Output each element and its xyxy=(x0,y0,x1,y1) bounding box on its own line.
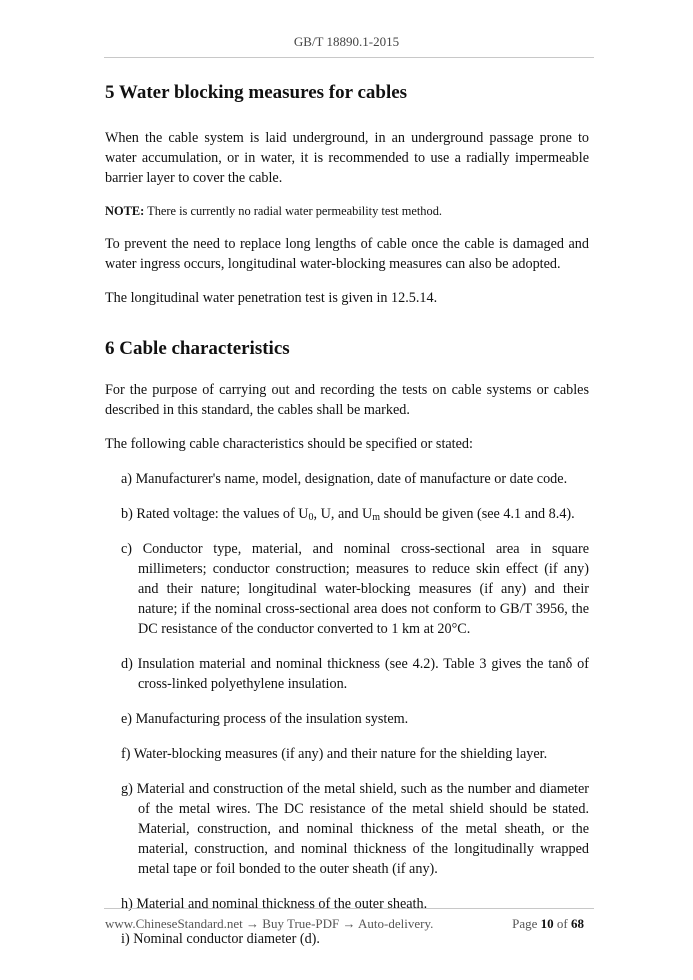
list-item-b-text-2: , U, and U xyxy=(313,506,373,522)
footer-link[interactable]: www.ChineseStandard.net → Buy True-PDF → Auto-delivery. xyxy=(105,916,434,931)
total-pages: 68 xyxy=(571,916,584,931)
section-5-paragraph-2: To prevent the need to replace long lengths of cable once the cable is damaged and water ingress occurs, longitudinal water-blocking measures can also be adopted. xyxy=(105,236,589,272)
u0-subscript: 0 xyxy=(308,512,314,523)
note xyxy=(105,202,589,220)
list-item-b xyxy=(121,504,589,524)
list-item-b-text-1: b) Rated voltage: the values of U xyxy=(121,506,309,522)
section-6-paragraph-2: The following cable characteristics should be specified or stated: xyxy=(105,436,473,452)
page-label: Page xyxy=(512,916,538,931)
note-text: There is currently no radial water permeability test method. xyxy=(144,204,442,218)
list-item-e: e) Manufacturing process of the insulation system. xyxy=(121,711,409,727)
um-subscript: m xyxy=(372,512,381,523)
section-5-paragraph-1: When the cable system is laid underground, in an underground passage prone to water accumulation, or in water, it is recommended to use a radially impermeable barrier layer to cover the cable. xyxy=(105,130,589,186)
section-5-title: 5 Water blocking measures for cables xyxy=(105,82,408,103)
list-item-b-text-3: should be given (see 4.1 and 8.4). xyxy=(380,506,575,522)
list-item-f: f) Water-blocking measures (if any) and their nature for the shielding layer. xyxy=(121,746,548,762)
section-5-paragraph-3: The longitudinal water penetration test is given in 12.5.14. xyxy=(105,290,438,306)
list-item-c: c) Conductor type, material, and nominal cross-sectional area in square millimeters; conductor construction; measures to reduce skin effect (if any) and their nature; longitudinal water-blocking measures (if any) and their nature; if the nominal cross-sectional area does not conform to GB/T 3956, the DC resistance of the conductor converted to 1 km at 20°C. xyxy=(121,541,589,637)
header-divider xyxy=(104,57,594,58)
list-item-a: a) Manufacturer's name, model, designation, date of manufacture or date code. xyxy=(121,471,568,487)
page-header: GB/T 18890.1-2015 xyxy=(293,34,400,49)
section-6-title: 6 Cable characteristics xyxy=(105,338,290,359)
list-item-g: g) Material and construction of the metal shield, such as the number and diameter of the metal wires. The DC resistance of the metal shield should be stated. Material, construction, and nominal thickness of the metal sheath, or the material, construction, and nominal thickness of the longitudinally wrapped metal tape or foil bonded to the outer sheath (if any). xyxy=(121,781,589,877)
page-number xyxy=(512,916,584,932)
footer-divider xyxy=(104,908,594,909)
current-page: 10 xyxy=(540,916,554,931)
list-item-i: i) Nominal conductor diameter (d). xyxy=(121,931,320,947)
list-item-h: h) Material and nominal thickness of the outer sheath. xyxy=(121,896,428,912)
of-label: of xyxy=(556,916,568,931)
section-6-paragraph-1: For the purpose of carrying out and recording the tests on cable systems or cables described in this standard, the cables shall be marked. xyxy=(105,382,589,418)
note-label: NOTE: xyxy=(105,204,145,218)
list-item-d: d) Insulation material and nominal thickness (see 4.2). Table 3 gives the tanδ of cross-linked polyethylene insulation. xyxy=(121,656,589,692)
page-content xyxy=(105,80,589,949)
